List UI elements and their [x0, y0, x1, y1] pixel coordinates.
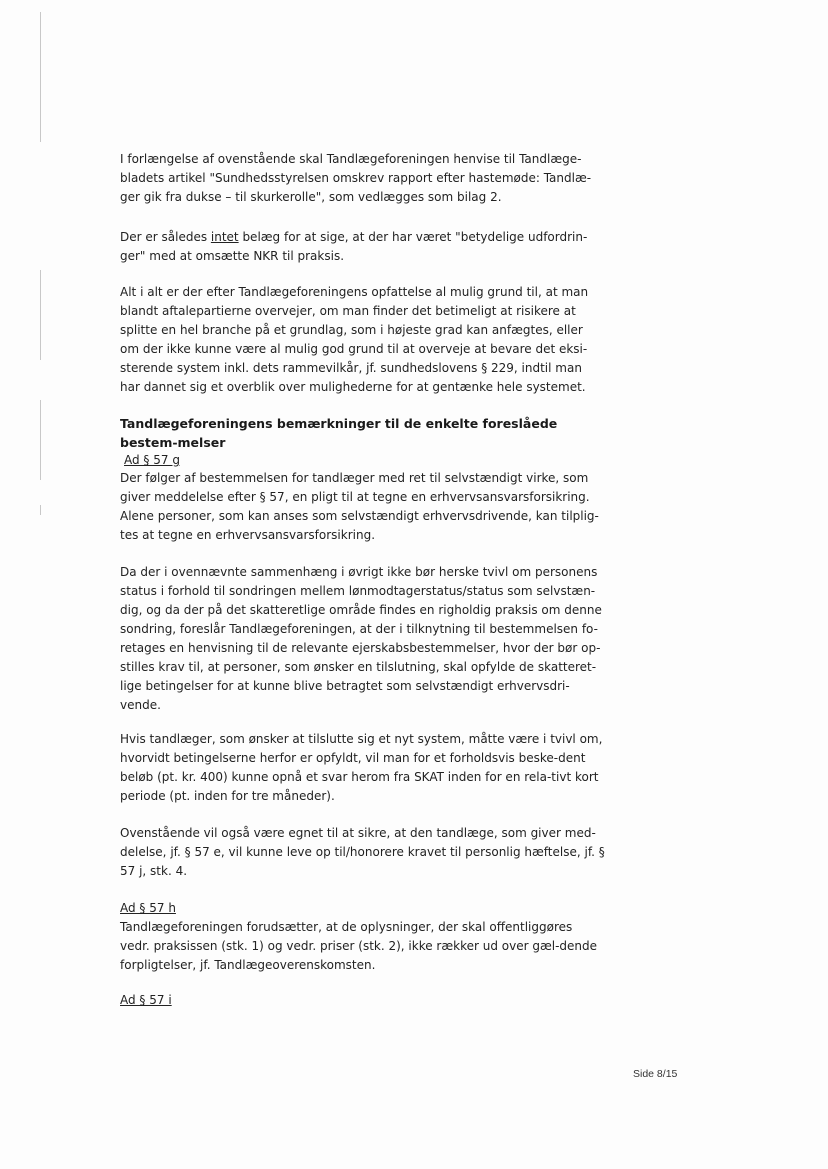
- paragraph-intet-end: belæg for at sige, at der har været "betydelige udfordrin-ger" med at omsætte NKR til praksis.: [120, 230, 588, 263]
- scan-mark: [40, 400, 41, 480]
- paragraph-haeftelse: Ovenstående vil også være egnet til at sikre, at den tandlæge, som giver med-delelse, jf. § 57 e, vil kunne leve op til/honorere kravet til personlig hæftelse, jf. § 57 j, stk. 4.: [120, 826, 605, 878]
- paragraph-bilag: I forlængelse af ovenstående skal Tandlægeforeningen henvise til Tandlæge-bladets artikel "Sundhedsstyrelsen omskrev rapport efter hastemøde: Tandlæ-ger gik fra dukse – til skurkerolle", som vedlægges som bilag 2.: [120, 152, 592, 204]
- scan-mark: [40, 505, 41, 515]
- subheading-57i: Ad § 57 i: [120, 993, 172, 1007]
- section-heading: Tandlægeforeningens bemærkninger til de enkelte foreslåede bestem-melser: [120, 416, 558, 450]
- scan-margin-marks: [38, 0, 44, 560]
- scan-mark: [40, 12, 41, 142]
- subheading-57g: Ad § 57 g: [124, 453, 180, 467]
- paragraph-sondring: Da der i ovennævnte sammenhæng i øvrigt ikke bør herske tvivl om personens status i forhold til sondringen mellem lønmodtagerstatus/status som selvstæn-dig, og da der på det skatteretlige område findes en righoldig praksis om denne sondring, foreslår Tandlægeforeningen, at der i tilknytning til bestemmelsen fo-retages en henvisning til de relevante ejerskabsbestemmelser, hvor der bør op-stilles krav til, at personer, som ønsker en tilslutning, skal opfylde de skatteret-lige betingelser for at kunne blive betragtet som selvstændigt erhvervsdri-vende.: [120, 565, 602, 712]
- emphasis-intet: intet: [210, 230, 239, 244]
- paragraph-intet-start: Der er således: [120, 230, 211, 244]
- paragraph-overblik: Alt i alt er der efter Tandlægeforeningens opfattelse al mulig grund til, at man blandt aftalepartierne overvejer, om man finder det betimeligt at risikere at splitte en hel branche på et grundlag, som i højeste grad kan anfægtes, eller om der ikke kunne være al mulig god grund til at overveje at bevare det eksi-sterende system inkl. dets rammevilkår, jf. sundhedslovens § 229, indtil man har dannet sig et overblik over mulighederne for at gentænke hele systemet.: [120, 285, 589, 394]
- paragraph-skat: Hvis tandlæger, som ønsker at tilslutte sig et nyt system, måtte være i tvivl om, hvorvidt betingelserne herfor er opfyldt, vil man for et forholdsvis beske-dent beløb (pt. kr. 400) kunne opnå et svar herom fra SKAT inden for en rela-tivt kort periode (pt. inden for tre måneder).: [120, 732, 603, 803]
- page-number: Side 8/15: [633, 1068, 678, 1080]
- paragraph-57g: Der følger af bestemmelsen for tandlæger med ret til selvstændigt virke, som giver meddelelse efter § 57, en pligt til at tegne en erhvervsansvarsforsikring. Alene personer, som kan anses som selvstændigt erhvervsdrivende, kan tilplig-tes at tegne en erhvervsansvarsforsikring.: [120, 471, 599, 542]
- paragraph-57h: Tandlægeforeningen forudsætter, at de oplysninger, der skal offentliggøres vedr. praksissen (stk. 1) og vedr. priser (stk. 2), ikke rækker ud over gæl-dende forpligtelser, jf. Tandlægeoverenskomsten.: [120, 920, 598, 972]
- scan-mark: [40, 270, 41, 360]
- paragraph-intet: [120, 228, 605, 266]
- subheading-57h: Ad § 57 h: [120, 901, 176, 915]
